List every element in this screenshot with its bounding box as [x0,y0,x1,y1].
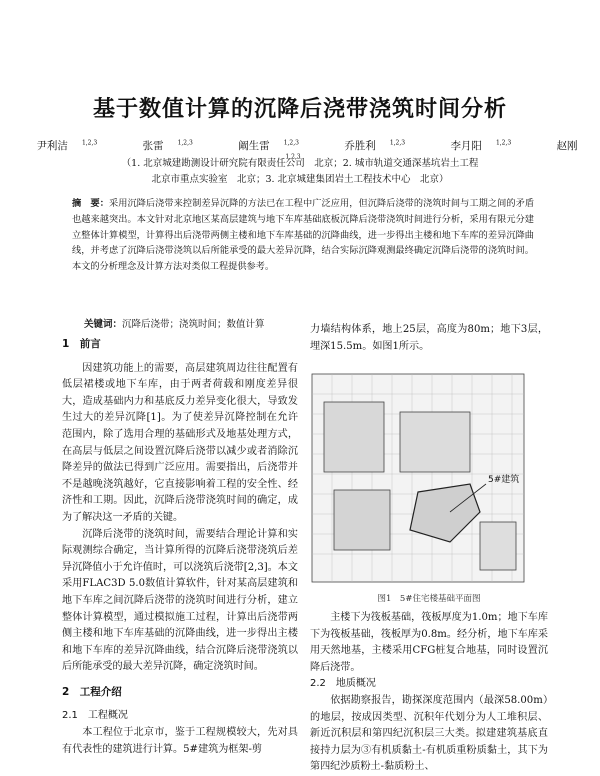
keywords-label: 关键词： [84,319,123,330]
author: 阚生雷 $^{1,2,3}$ [238,139,299,152]
section-heading: 2 工程介绍 [62,685,122,698]
subsection-heading: 2.2 地质概况 [310,678,376,690]
paragraph: 因建筑功能上的需要，高层建筑周边往往配置有低层裙楼或地下车库，由于两者荷载和刚度差异很大，造成基础内力和基底反力差异变化很大，导致发生过大的差异沉降[1]。为了使差异沉降控制在允许范围内，除了选用合理的基础形式及地基处理方式，在高层与低层之间设置沉降后浇带以减少或者消除沉降差异的做法已得到广泛应用。需要指出，后浇带并不是越晚浇筑越好，它直接影响着工程的安全性、经济性和工期。因此，沉降后浇带浇筑时间的确定，成为了解决这一矛盾的关键。 [62,362,298,523]
abstract [72,196,534,275]
author: 李月阳 $^{1,2,3}$ [450,139,512,152]
author: 赵刚$^{1,2,3}$ [285,140,578,160]
paragraph: 主楼下为筏板基础，筏板厚度为1.0m；地下车库下为筏板基础，筏板厚为0.8m。经分析，地下车库采用天然地基，主楼采用CFG桩复合地基，同时设置沉降后浇带。 [310,612,548,673]
author: 尹利洁 $^{1,2,3}$ [36,139,98,152]
figure-caption: 图1 5#住宅楼基础平面图 [377,594,481,604]
section-heading: 1 前言 [62,338,101,350]
foundation-plan-figure [310,372,548,586]
author: 张雷 $^{1,2,3}$ [142,139,193,152]
author: 乔胜利 $^{1,2,3}$ [344,139,406,152]
paragraph: 依据勘察报告，勘探深度范围内（最深58.00m）的地层，按成因类型、沉积年代划分为人工堆积层、新近沉积层和第四纪沉积层三大类。拟建建筑基底直接持力层为③有机质黏土-有机质重粉质黏土，其下为第四纪沙质粉土-黏质粉土、 [310,694,548,773]
left-column [62,336,298,758]
figure-label: 5#建筑 [488,475,520,485]
abstract-label: 摘 要： [72,198,109,209]
affiliation-line: （1. 北京城建勘测设计研究院有限责任公司 北京；2. 城市轨道交通深基坑岩土工程 [121,158,479,169]
abstract-text: 采用沉降后浇带来控制差异沉降的方法已在工程中广泛应用，但沉降后浇带的浇筑时间与工期之间的矛盾也越来越突出。本文针对北京地区某高层建筑与地下车库基础底板沉降后浇带浇筑时间进行分析，采用有限元分建立整体计算模型，计算得出后浇带两侧主楼和地下车库基础的沉降曲线，进一步得出主楼和地下车库的差异沉降曲线，并考虑了沉降后浇带浇筑以后所能承受的最大差异沉降，结合实际沉降观测最终确定沉降后浇带的浇筑时间。本文的分析理念及计算方法对类似工程提供参考。 [72,198,535,273]
right-column-top [310,322,548,355]
affiliation-line: 北京市重点实验室 北京；3. 北京城建集团岩土工程技术中心 北京） [151,174,449,185]
paragraph: 本工程位于北京市，鉴于工程规模较大，先对具有代表性的建筑进行计算。5#建筑为框架-剪 [62,727,298,755]
right-column-bottom [310,610,548,776]
paper-title: 基于数值计算的沉降后浇带浇筑时间分析 [92,97,507,122]
paragraph: 沉降后浇带的浇筑时间，需要结合理论计算和实际观测综合确定，当计算所得的沉降后浇带浇筑后差异沉降值小于允许值时，可以浇筑后浇带[2,3]。本文采用FLAC3D 5.0数值计算软件，针对某高层建筑和地下车库之间沉降后浇带的浇筑时间进行分析，建立整体计算模型，通过模拟施工过程，计算出后浇带两侧主楼和地下车库基础的沉降曲线，进一步得出主楼和地下车库的差异沉降曲线，结合沉降后浇带浇筑以后所能承受的最大差异沉降，确定浇筑时间。 [62,528,298,673]
paragraph: 力墙结构体系，地上25层，高度为80m；地下3层，埋深15.5m。如图1所示。 [310,324,548,352]
subsection-heading: 2.1 工程概况 [62,710,128,722]
keywords-text: 沉降后浇带；浇筑时间；数值计算 [122,319,265,330]
